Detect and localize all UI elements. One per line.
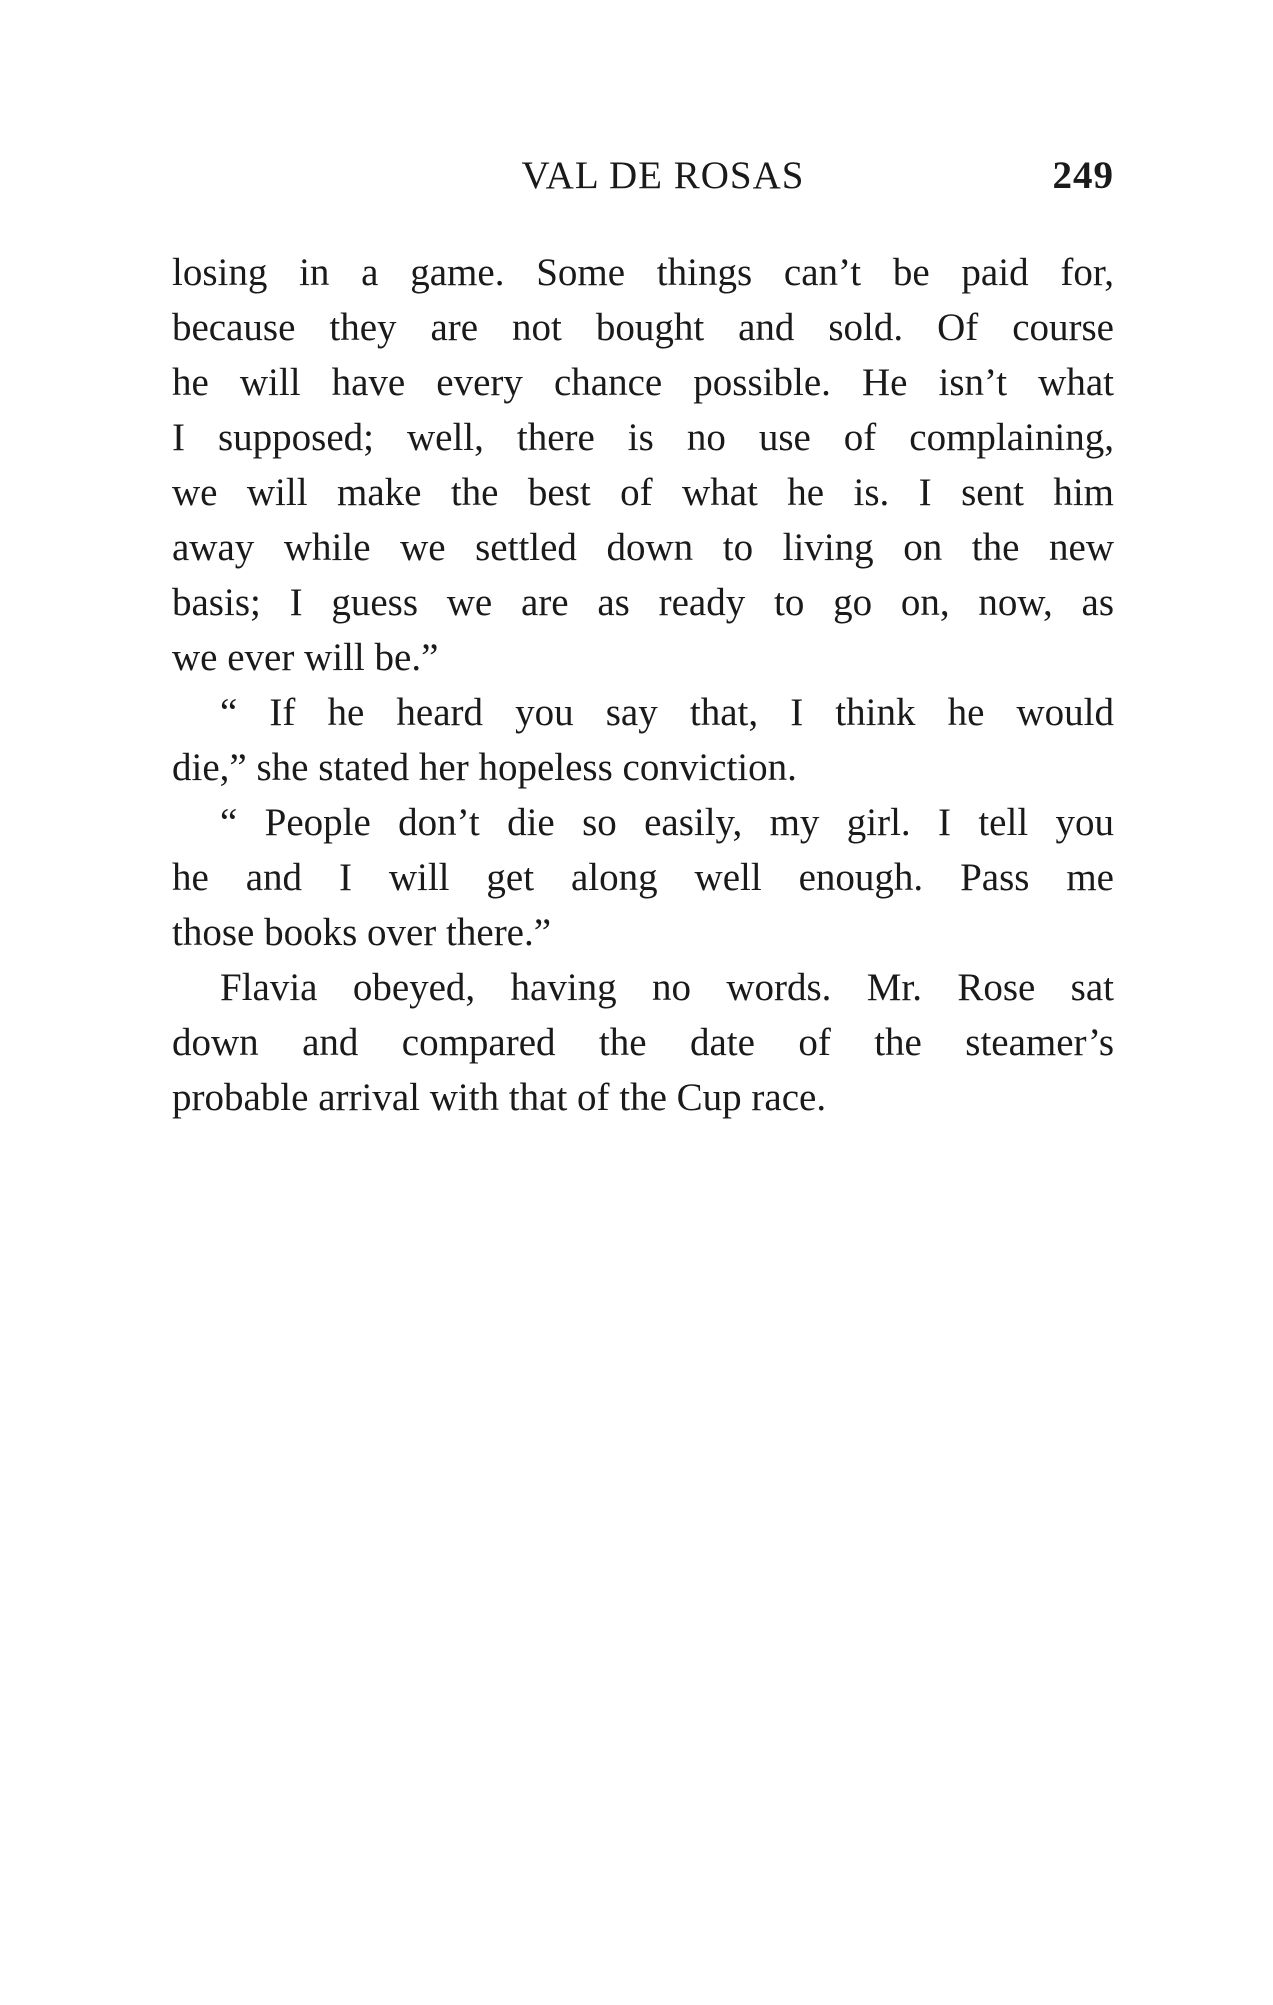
- text-line: basis; I guess we are as ready to go on, now, as: [172, 581, 1114, 624]
- text-line: die,” she stated her hopeless conviction.: [172, 746, 797, 789]
- text-line: away while we settled down to living on the new: [172, 526, 1114, 569]
- page-number: 249: [1052, 154, 1114, 197]
- text-line: he will have every chance possible. He isn’t what: [172, 361, 1114, 404]
- text-line: because they are not bought and sold. Of course: [172, 306, 1114, 349]
- text-line: probable arrival with that of the Cup race.: [172, 1076, 827, 1119]
- text-line: we ever will be.”: [172, 636, 439, 679]
- text-line: we will make the best of what he is. I sent him: [172, 471, 1114, 514]
- text-line: down and compared the date of the steamer’s: [172, 1021, 1114, 1064]
- text-line: “ People don’t die so easily, my girl. I tell you: [220, 801, 1114, 844]
- text-line: losing in a game. Some things can’t be paid for,: [172, 251, 1114, 294]
- text-line: I supposed; well, there is no use of complaining,: [172, 416, 1114, 459]
- body-text: [172, 245, 1114, 1125]
- running-title: VAL DE ROSAS: [521, 154, 805, 197]
- text-line: those books over there.”: [172, 911, 552, 954]
- text-line: he and I will get along well enough. Pass me: [172, 856, 1114, 899]
- running-head: [172, 148, 1114, 204]
- text-line: Flavia obeyed, having no words. Mr. Rose sat: [220, 966, 1114, 1009]
- text-line: “ If he heard you say that, I think he would: [220, 691, 1114, 734]
